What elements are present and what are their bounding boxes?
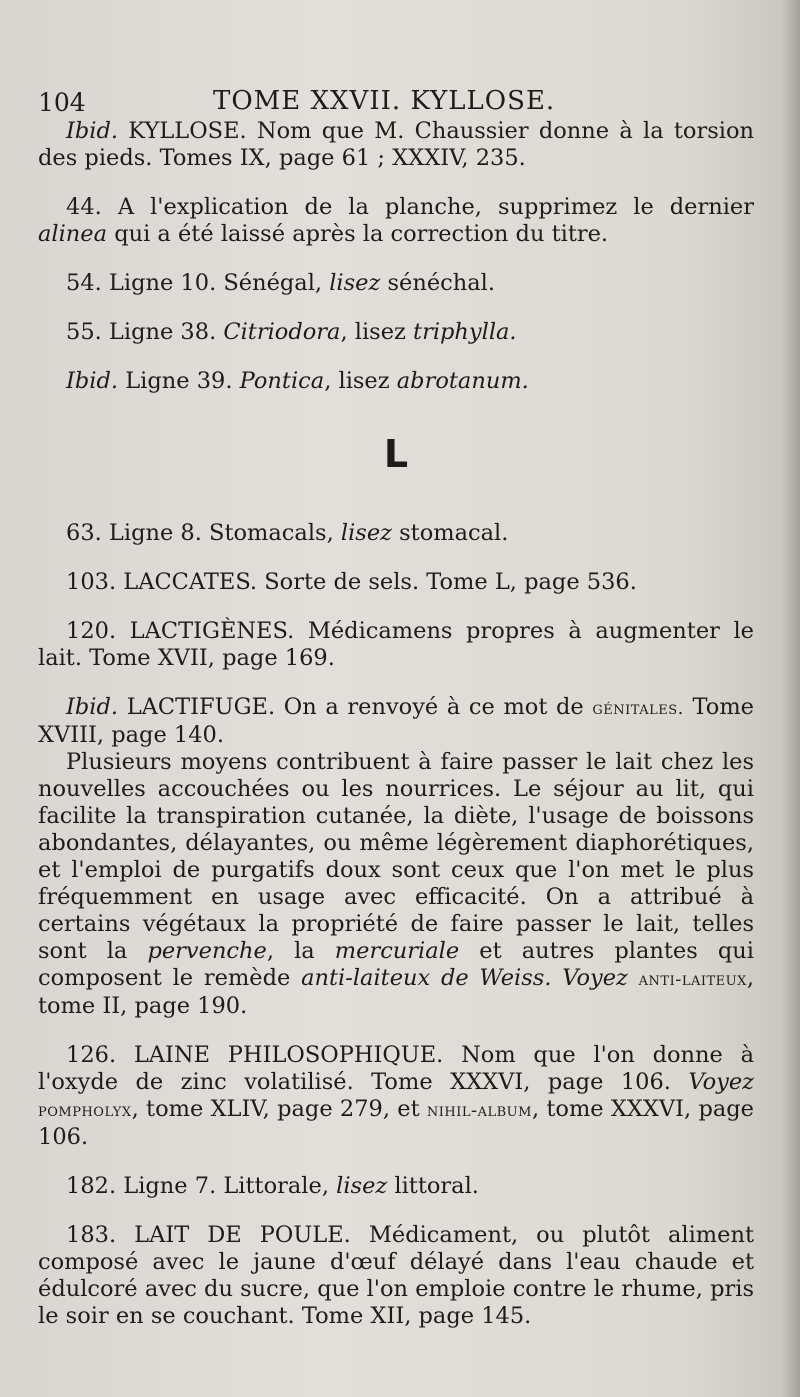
entry-text-end: , tome XXXVI, page 106. xyxy=(38,1096,754,1150)
running-title: TOME XXVII. KYLLOSE. xyxy=(213,86,556,116)
paragraph-text: , la xyxy=(266,938,315,964)
entry-italic: Voyez xyxy=(688,1069,755,1095)
entry-text: 120. LACTIGÈNES. Médicamens propres à augmenter le lait. Tome XVII, page 169. xyxy=(38,618,754,671)
entry-text-end: stomacal. xyxy=(399,520,509,546)
entry-text-end: qui a été laissé après la correction du titre. xyxy=(114,221,609,247)
entry-54 xyxy=(38,270,754,297)
entry-lead: 182. Ligne 7. Littorale, xyxy=(66,1173,329,1199)
entry-lead-italic: Ibid. xyxy=(66,694,119,720)
entry-lead: 55. Ligne 38. xyxy=(66,319,217,345)
entry-text: 126. LAINE PHILOSOPHIQUE. Nom que l'on donne à l'oxyde de zinc volatilisé. Tome XXXVI, page 106. xyxy=(38,1042,754,1095)
entry-ibid-55 xyxy=(38,368,754,395)
section-letter: L xyxy=(383,432,409,476)
paragraph-italic: Voyez xyxy=(562,965,628,991)
entry-lead: 54. Ligne 10. Sénégal, xyxy=(66,270,323,296)
entry-smallcaps: pompholyx xyxy=(38,1100,132,1121)
entry-55 xyxy=(38,319,754,346)
entry-italic: triphylla. xyxy=(413,319,517,345)
paragraph-italic: pervenche xyxy=(147,938,267,964)
paragraph-smallcaps: anti-laiteux xyxy=(638,969,747,990)
entry-text: , tome XLIV, page 279, et xyxy=(131,1096,420,1122)
paragraph-italic: mercuriale xyxy=(334,938,460,964)
entry-126 xyxy=(38,1042,754,1151)
entry-text: A l'explication de la planche, supprimez le dernier xyxy=(117,194,754,220)
entry-120 xyxy=(38,618,754,672)
entry-italic: Citriodora xyxy=(223,319,341,345)
entry-text-end: sénéchal. xyxy=(387,270,496,296)
paragraph-text: Plusieurs moyens contribuent à faire passer le lait chez les nouvelles accouchées ou les nourrices. Le séjour au lit, qui facilite la transpiration cutanée, la diète, l'usage de boissons abondantes, délayantes, ou même légèrement diaphorétiques, et l'emploi de purgatifs doux sont ceux que l'on met le plus fréquemment en usage avec efficacité. On a attribué à certains végétaux la propriété de faire passer le lait, telles sont la xyxy=(38,749,754,964)
paragraph-text: et autres plantes qui composent le remède xyxy=(38,938,754,991)
entry-lead-italic: Ibid. xyxy=(66,118,119,144)
entry-text: 103. LACCATES. Sorte de sels. Tome L, page 536. xyxy=(66,569,637,595)
entry-smallcaps: génitales. xyxy=(592,698,684,719)
entry-lead: 63. Ligne 8. Stomacals, xyxy=(66,520,334,546)
entry-text: , lisez xyxy=(324,368,390,394)
page-body xyxy=(38,118,754,1352)
page-header xyxy=(38,86,758,120)
entry-text-end: Tome XVIII, page 140. xyxy=(38,694,754,748)
entry-lead: 44. xyxy=(66,194,102,220)
entry-text-end: littoral. xyxy=(394,1173,479,1199)
paragraph-text: , tome II, page 190. xyxy=(38,965,755,1019)
lactifuge-paragraph xyxy=(38,749,754,1020)
page-shadow xyxy=(782,0,800,1397)
entry-text: , lisez xyxy=(340,319,406,345)
entry-italic: lisez xyxy=(329,270,381,296)
entry-ibid-120 xyxy=(38,694,754,749)
entry-ibid-kyllose xyxy=(38,118,754,172)
entry-smallcaps: nihil-album xyxy=(426,1100,532,1121)
entry-italic: alinea xyxy=(38,221,108,247)
entry-103 xyxy=(38,569,754,596)
entry-text: LACTIFUGE. On a renvoyé à ce mot de xyxy=(126,694,584,720)
page-number: 104 xyxy=(38,88,86,117)
entry-63 xyxy=(38,520,754,547)
entry-italic: lisez xyxy=(336,1173,388,1199)
entry-44 xyxy=(38,194,754,248)
entry-text: 183. LAIT DE POULE. Médicament, ou plutôt aliment composé avec le jaune d'œuf délayé dans l'eau chaude et édulcoré avec du sucre, que l'on emploie contre le rhume, pris le soir en se couchant. Tome XII, page 145. xyxy=(38,1222,754,1329)
entry-lead: Ligne 39. xyxy=(125,368,233,394)
entry-italic: abrotanum. xyxy=(396,368,529,394)
entry-183 xyxy=(38,1222,754,1330)
entry-182 xyxy=(38,1173,754,1200)
entry-italic: Pontica xyxy=(239,368,325,394)
paragraph-italic: anti-laiteux de Weiss. xyxy=(301,965,552,991)
entry-italic: lisez xyxy=(340,520,392,546)
entry-text: KYLLOSE. Nom que M. Chaussier donne à la torsion des pieds. Tomes IX, page 61 ; XXXIV, 235. xyxy=(38,118,754,171)
entry-lead-italic: Ibid. xyxy=(66,368,119,394)
